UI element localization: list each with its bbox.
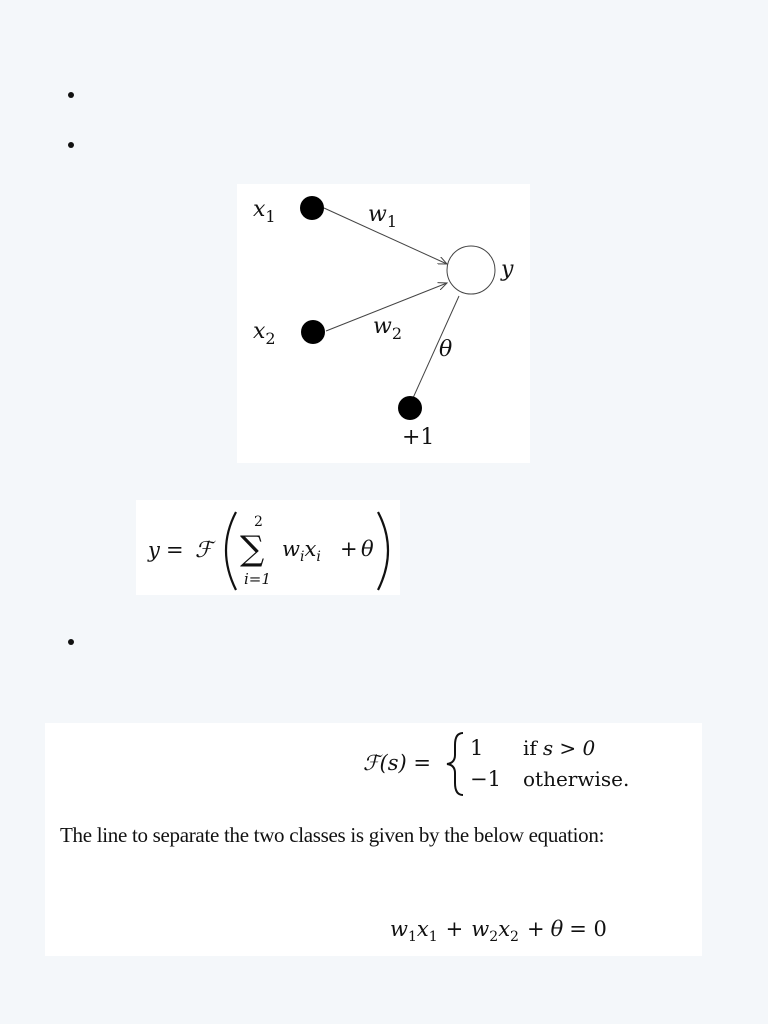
list-bullet <box>68 92 74 98</box>
eq-term: $w_ix_i$ <box>282 537 321 565</box>
sum-lower: i=1 <box>244 570 271 588</box>
case2-value: −1 <box>470 767 501 791</box>
case2-condition: otherwise. <box>523 767 630 791</box>
case1-value: 1 <box>470 736 484 760</box>
bias-node <box>398 396 422 420</box>
sum-symbol: ∑ <box>240 529 265 569</box>
eq-plus: + <box>340 537 358 561</box>
perceptron-diagram <box>237 184 530 463</box>
case1-condition: if s > 0 <box>523 736 596 760</box>
output-equation-svg <box>136 500 400 595</box>
label-bias-input: +1 <box>402 425 435 450</box>
list-bullet <box>68 639 74 645</box>
activation-lhs: ℱ(s) = <box>363 751 431 775</box>
label-w1: $w_1$ <box>368 202 398 231</box>
label-x1: $x_1$ <box>253 197 276 226</box>
eq-equals: = <box>166 538 184 562</box>
input-node-x1 <box>300 196 324 220</box>
label-y: y <box>501 257 514 282</box>
left-paren <box>226 512 236 590</box>
label-theta: θ <box>439 337 453 362</box>
input-node-x2 <box>301 320 325 344</box>
cases-brace <box>447 733 463 795</box>
output-equation <box>136 500 400 595</box>
eq-theta: θ <box>361 537 374 561</box>
output-node <box>447 246 495 294</box>
right-paren <box>378 512 388 590</box>
label-w2: $w_2$ <box>373 314 403 343</box>
separation-sentence: The line to separate the two classes is given by the below equation: <box>60 823 605 847</box>
eq-func: ℱ <box>195 538 213 563</box>
line-equation: $w_1x_1 + w_2x_2 + \theta = 0$ <box>390 917 607 945</box>
eq-lhs-y: y <box>148 538 160 562</box>
sum-upper: 2 <box>254 514 263 530</box>
perceptron-svg <box>237 184 530 463</box>
label-x2: $x_2$ <box>253 319 276 348</box>
list-bullet <box>68 142 74 148</box>
